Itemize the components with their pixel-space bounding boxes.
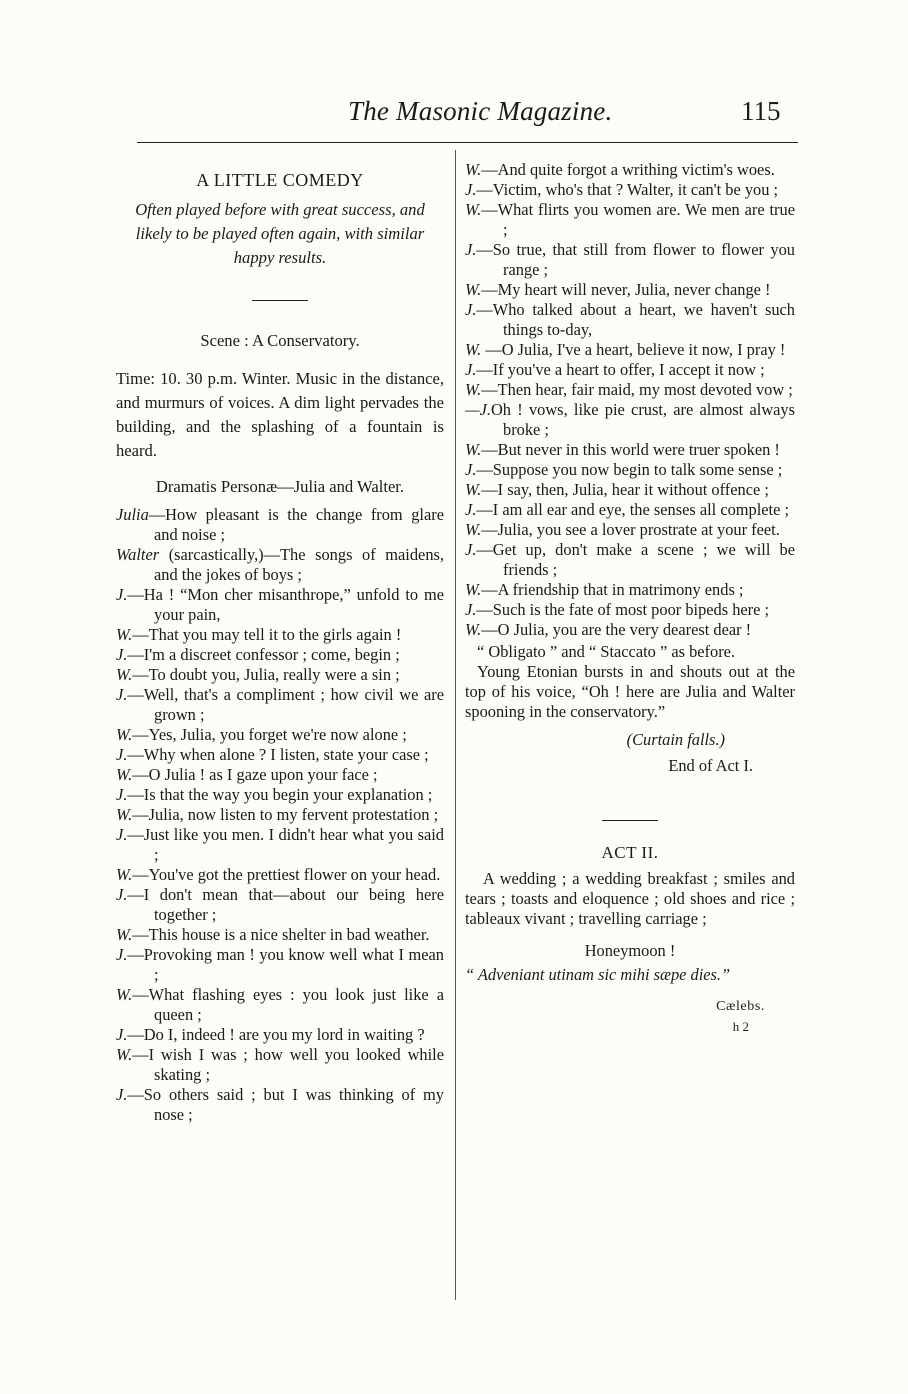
dialogue-text: —Is that the way you begin your explanation ; bbox=[127, 785, 433, 804]
signature-mark: h 2 bbox=[732, 1019, 749, 1034]
dialogue-text: —Victim, who's that ? Walter, it can't be you ; bbox=[476, 180, 779, 199]
speaker: Walter bbox=[116, 545, 160, 564]
dialogue-line bbox=[116, 645, 444, 665]
act-two-heading: ACT II. bbox=[601, 843, 659, 862]
speaker: J. bbox=[116, 745, 128, 764]
dialogue-line bbox=[465, 340, 795, 360]
column-divider bbox=[455, 150, 456, 1300]
running-title: The Masonic Magazine. bbox=[348, 96, 613, 126]
dialogue-line bbox=[465, 460, 795, 480]
dialogue-line bbox=[465, 380, 795, 400]
speaker: W. bbox=[465, 520, 482, 539]
speaker: W. bbox=[465, 160, 482, 179]
speaker: J. bbox=[465, 600, 477, 619]
scene-line: Scene : A Conservatory. bbox=[200, 331, 360, 350]
dialogue-line bbox=[116, 865, 444, 885]
dialogue-line bbox=[465, 240, 795, 280]
dialogue-text: —A friendship that in matrimony ends ; bbox=[481, 580, 744, 599]
section-rule bbox=[252, 300, 308, 301]
speaker: W. bbox=[465, 380, 482, 399]
dialogue-text: —What flirts you women are. We men are true ; bbox=[481, 200, 795, 239]
dialogue-text: Oh ! vows, like pie crust, are almost always broke ; bbox=[490, 400, 795, 439]
dialogue-line bbox=[465, 180, 795, 200]
dialogue-text: —Ha ! “Mon cher misanthrope,” unfold to me your pain, bbox=[127, 585, 444, 624]
stage-direction-etonian: Young Etonian bursts in and shouts out at the top of his voice, “Oh ! here are Julia and Walter spooning in the conservatory.” bbox=[465, 662, 795, 721]
stage-direction: “ Obligato ” and “ Staccato ” as before. bbox=[477, 642, 736, 661]
right-column bbox=[465, 160, 795, 1037]
dialogue-line bbox=[465, 540, 795, 580]
dialogue-line bbox=[465, 580, 795, 600]
dialogue-text: —Suppose you now begin to talk some sense ; bbox=[476, 460, 783, 479]
speaker: J. bbox=[116, 885, 128, 904]
speaker: J. bbox=[465, 500, 477, 519]
speaker: J. bbox=[465, 180, 477, 199]
dialogue-line bbox=[465, 280, 795, 300]
speaker: J. bbox=[116, 1085, 128, 1104]
dialogue-text: —O Julia, I've a heart, believe it now, I pray ! bbox=[481, 340, 786, 359]
dialogue-line bbox=[116, 1085, 444, 1125]
dialogue-text: —You've got the prettiest flower on your head. bbox=[132, 865, 441, 884]
speaker: J. bbox=[465, 240, 477, 259]
dialogue-line bbox=[116, 585, 444, 625]
page-number: 115 bbox=[741, 96, 781, 126]
dialogue-text: —But never in this world were truer spoken ! bbox=[481, 440, 780, 459]
dialogue-line bbox=[116, 1045, 444, 1085]
speaker: J. bbox=[465, 540, 477, 559]
dialogue-line bbox=[116, 765, 444, 785]
dialogue-text: —Get up, don't make a scene ; we will be friends ; bbox=[476, 540, 795, 579]
speaker: W. bbox=[465, 340, 482, 359]
speaker: J. bbox=[116, 785, 128, 804]
dialogue-line bbox=[116, 725, 444, 745]
speaker: W. bbox=[465, 440, 482, 459]
dialogue-line bbox=[116, 785, 444, 805]
speaker: W. bbox=[465, 580, 482, 599]
dialogue-line bbox=[465, 520, 795, 540]
dialogue-line bbox=[116, 825, 444, 865]
speaker: J. bbox=[116, 945, 128, 964]
header-rule bbox=[137, 142, 798, 143]
dialogue-line bbox=[465, 620, 795, 640]
curtain-falls: (Curtain falls.) bbox=[626, 730, 725, 749]
dialogue-text: —To doubt you, Julia, really were a sin ; bbox=[132, 665, 400, 684]
dialogue-text: —I say, then, Julia, hear it without offence ; bbox=[481, 480, 769, 499]
dialogue-line bbox=[116, 665, 444, 685]
dialogue-text: —This house is a nice shelter in bad weather. bbox=[132, 925, 430, 944]
speaker: W. bbox=[116, 765, 133, 784]
dialogue-line bbox=[465, 480, 795, 500]
dramatis-personae: Dramatis Personæ—Julia and Walter. bbox=[155, 477, 405, 496]
dialogue-text: —Yes, Julia, you forget we're now alone ; bbox=[132, 725, 407, 744]
comedy-title: A LITTLE COMEDY bbox=[196, 170, 364, 190]
dialogue-line bbox=[465, 600, 795, 620]
speaker: W. bbox=[116, 1045, 133, 1064]
speaker: W. bbox=[465, 280, 482, 299]
speaker: W. bbox=[465, 620, 482, 639]
speaker: J. bbox=[465, 360, 477, 379]
speaker: W. bbox=[116, 625, 133, 644]
act-rule bbox=[602, 820, 658, 821]
dialogue-line bbox=[465, 440, 795, 460]
dialogue-text: —Do I, indeed ! are you my lord in waiting ? bbox=[127, 1025, 425, 1044]
speaker: W. bbox=[465, 480, 482, 499]
speaker: W. bbox=[116, 665, 133, 684]
left-dialogue bbox=[116, 505, 444, 1125]
speaker: J. bbox=[116, 825, 128, 844]
dialogue-text: —That you may tell it to the girls again ! bbox=[132, 625, 402, 644]
end-of-act: End of Act I. bbox=[668, 756, 753, 775]
left-column bbox=[116, 160, 444, 1125]
dialogue-text: —I don't mean that—about our being here together ; bbox=[127, 885, 444, 924]
dialogue-text: —My heart will never, Julia, never change ! bbox=[481, 280, 771, 299]
speaker: W. bbox=[116, 865, 133, 884]
dialogue-line bbox=[116, 745, 444, 765]
dialogue-text: —I wish I was ; how well you looked while skating ; bbox=[132, 1045, 444, 1084]
dialogue-line bbox=[116, 685, 444, 725]
dialogue-line bbox=[465, 200, 795, 240]
dialogue-text: —I am all ear and eye, the senses all complete ; bbox=[476, 500, 790, 519]
dialogue-line bbox=[116, 545, 444, 585]
dialogue-text: —I'm a discreet confessor ; come, begin ; bbox=[127, 645, 400, 664]
dialogue-text: —Well, that's a compliment ; how civil we are grown ; bbox=[127, 685, 444, 724]
dialogue-text: —Just like you men. I didn't hear what you said ; bbox=[127, 825, 444, 864]
dialogue-text: —Julia, now listen to my fervent protestation ; bbox=[132, 805, 439, 824]
dialogue-text: —How pleasant is the change from glare and noise ; bbox=[148, 505, 444, 544]
speaker: J. bbox=[116, 585, 128, 604]
dialogue-text: —Such is the fate of most poor bipeds here ; bbox=[476, 600, 770, 619]
speaker: —J. bbox=[465, 400, 491, 419]
dialogue-text: —O Julia, you are the very dearest dear ! bbox=[481, 620, 752, 639]
speaker: J. bbox=[116, 1025, 128, 1044]
dialogue-text: —Julia, you see a lover prostrate at your feet. bbox=[481, 520, 780, 539]
dialogue-text: —Provoking man ! you know well what I mean ; bbox=[127, 945, 444, 984]
dialogue-line bbox=[465, 400, 795, 440]
comedy-subtitle: Often played before with great success, and likely to be played often again, with similar happy results. bbox=[135, 200, 425, 267]
dialogue-text: —Then hear, fair maid, my most devoted vow ; bbox=[481, 380, 793, 399]
dialogue-text: —If you've a heart to offer, I accept it now ; bbox=[476, 360, 765, 379]
honeymoon: Honeymoon ! bbox=[584, 941, 676, 960]
dialogue-line bbox=[465, 160, 795, 180]
page-header bbox=[0, 96, 908, 136]
speaker: J. bbox=[465, 300, 477, 319]
right-dialogue bbox=[465, 160, 795, 640]
dialogue-line bbox=[116, 505, 444, 545]
dialogue-text: —And quite forgot a writhing victim's woes. bbox=[481, 160, 775, 179]
speaker: J. bbox=[116, 645, 128, 664]
act-two-text: A wedding ; a wedding breakfast ; smiles and tears ; toasts and eloquence ; old shoes and rice ; tableaux vivant ; travelling carriage ; bbox=[465, 869, 795, 928]
dialogue-line bbox=[465, 300, 795, 340]
dialogue-line bbox=[116, 1025, 444, 1045]
speaker: W. bbox=[116, 985, 133, 1004]
speaker: W. bbox=[116, 805, 133, 824]
speaker: W. bbox=[116, 925, 133, 944]
dialogue-line bbox=[465, 500, 795, 520]
dialogue-text: —O Julia ! as I gaze upon your face ; bbox=[132, 765, 378, 784]
speaker: W. bbox=[465, 200, 482, 219]
dialogue-text: —Who talked about a heart, we haven't such things to-day, bbox=[476, 300, 795, 339]
time-paragraph: Time: 10. 30 p.m. Winter. Music in the distance, and murmurs of voices. A dim light pervades the building, and the splashing of a fountain is heard. bbox=[116, 369, 444, 460]
dialogue-text: (sarcastically,)—The songs of maidens, and the jokes of boys ; bbox=[154, 545, 444, 584]
dialogue-text: —Why when alone ? I listen, state your case ; bbox=[127, 745, 429, 764]
dialogue-text: —What flashing eyes : you look just like a queen ; bbox=[132, 985, 444, 1024]
dialogue-text: —So true, that still from flower to flower you range ; bbox=[476, 240, 795, 279]
dialogue-text: —So others said ; but I was thinking of my nose ; bbox=[127, 1085, 444, 1124]
speaker: W. bbox=[116, 725, 133, 744]
latin-quote: “ Adveniant utinam sic mihi sæpe dies.” bbox=[465, 965, 731, 984]
speaker: J. bbox=[116, 685, 128, 704]
dialogue-line bbox=[116, 945, 444, 985]
signature: Cælebs. bbox=[716, 999, 765, 1014]
dialogue-line bbox=[116, 985, 444, 1025]
speaker: Julia bbox=[116, 505, 149, 524]
speaker: J. bbox=[465, 460, 477, 479]
dialogue-line bbox=[465, 360, 795, 380]
dialogue-line bbox=[116, 925, 444, 945]
dialogue-line bbox=[116, 885, 444, 925]
dialogue-line bbox=[116, 625, 444, 645]
dialogue-line bbox=[116, 805, 444, 825]
